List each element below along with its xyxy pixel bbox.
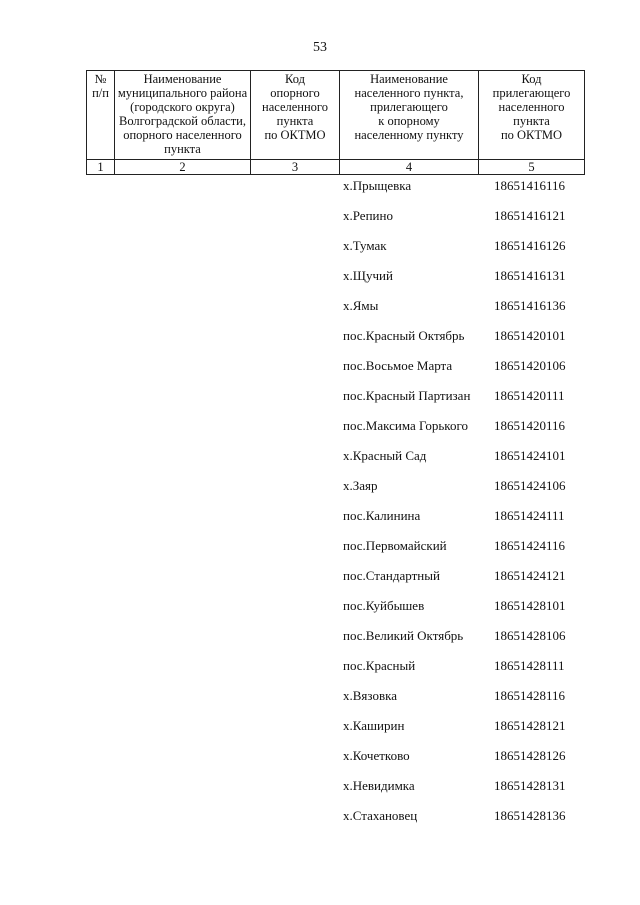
settlement-name: х.Тумак	[343, 238, 387, 253]
oktmo-code: 18651428131	[494, 778, 566, 793]
table-row	[0, 206, 640, 226]
settlement-name: х.Кочетково	[343, 748, 410, 763]
table-row	[0, 776, 640, 796]
header-adjacent-name: Наименование населенного пункта, прилегающего к опорному населенному пункту	[340, 71, 479, 160]
settlement-name: пос.Красный	[343, 658, 416, 673]
oktmo-code: 18651428101	[494, 598, 566, 613]
table-row	[0, 626, 640, 646]
settlement-name: х.Репино	[343, 208, 393, 223]
table-row	[0, 476, 640, 496]
oktmo-code: 18651424106	[494, 478, 566, 493]
settlement-name: пос.Великий Октябрь	[343, 628, 464, 643]
oktmo-code: 18651428106	[494, 628, 566, 643]
header-row	[87, 71, 585, 160]
table-row	[0, 596, 640, 616]
table-row	[0, 536, 640, 556]
page-number: 53	[313, 40, 327, 55]
table-row	[0, 176, 640, 196]
table-row	[0, 446, 640, 466]
settlement-name: х.Заяр	[343, 478, 378, 493]
column-number-row	[87, 160, 585, 175]
settlement-name: пос.Первомайский	[343, 538, 447, 553]
settlement-name: пос.Куйбышев	[343, 598, 425, 613]
table-row	[0, 326, 640, 346]
table-row	[0, 266, 640, 286]
oktmo-code: 18651420101	[494, 328, 566, 343]
settlement-name: пос.Красный Партизан	[343, 388, 471, 403]
table-row	[0, 686, 640, 706]
settlement-name: х.Ямы	[343, 298, 379, 313]
oktmo-code: 18651424101	[494, 448, 566, 463]
column-number-2: 2	[115, 160, 251, 175]
oktmo-code: 18651416131	[494, 268, 566, 283]
table-row	[0, 566, 640, 586]
oktmo-code: 18651420106	[494, 358, 566, 373]
column-number-3: 3	[251, 160, 340, 175]
table-row	[0, 656, 640, 676]
table-row	[0, 716, 640, 736]
settlement-name: х.Каширин	[343, 718, 405, 733]
oktmo-code: 18651428136	[494, 808, 566, 823]
settlement-name: х.Стахановец	[343, 808, 418, 823]
oktmo-code: 18651424116	[494, 538, 566, 553]
column-number-4: 4	[340, 160, 479, 175]
header-hub-code: Код опорного населенного пункта по ОКТМО	[251, 71, 340, 160]
table-row	[0, 296, 640, 316]
oktmo-code: 18651416116	[494, 178, 566, 193]
column-number-1: 1	[87, 160, 115, 175]
oktmo-code: 18651420116	[494, 418, 566, 433]
oktmo-code: 18651416136	[494, 298, 566, 313]
settlement-name: х.Невидимка	[343, 778, 415, 793]
oktmo-code: 18651416121	[494, 208, 566, 223]
oktmo-code: 18651424121	[494, 568, 566, 583]
oktmo-code: 18651428111	[494, 658, 565, 673]
settlement-name: пос.Стандартный	[343, 568, 440, 583]
settlement-name: пос.Калинина	[343, 508, 421, 523]
settlement-name: х.Прыщевка	[343, 178, 412, 193]
table-row	[0, 356, 640, 376]
table-row	[0, 236, 640, 256]
table-row	[0, 416, 640, 436]
oktmo-code: 18651428116	[494, 688, 566, 703]
table-row	[0, 506, 640, 526]
oktmo-code: 18651428121	[494, 718, 566, 733]
oktmo-code: 18651428126	[494, 748, 566, 763]
table-row	[0, 746, 640, 766]
oktmo-code: 18651424111	[494, 508, 565, 523]
oktmo-code: 18651416126	[494, 238, 566, 253]
header-number: № п/п	[87, 71, 115, 160]
table-row	[0, 386, 640, 406]
settlement-name: пос.Максима Горького	[343, 418, 468, 433]
settlement-name: х.Вязовка	[343, 688, 397, 703]
oktmo-code: 18651420111	[494, 388, 565, 403]
settlement-name: пос.Восьмое Марта	[343, 358, 453, 373]
table-row	[0, 806, 640, 826]
settlement-name: х.Щучий	[343, 268, 393, 283]
settlement-name: пос.Красный Октябрь	[343, 328, 465, 343]
settlement-name: х.Красный Сад	[343, 448, 427, 463]
header-district-name: Наименование муниципального района (городского округа) Волгоградской области, опорного населенного пункта	[115, 71, 251, 160]
settlements-table-header	[86, 70, 585, 175]
header-adjacent-code: Код прилегающего населенного пункта по ОКТМО	[479, 71, 585, 160]
column-number-5: 5	[479, 160, 585, 175]
